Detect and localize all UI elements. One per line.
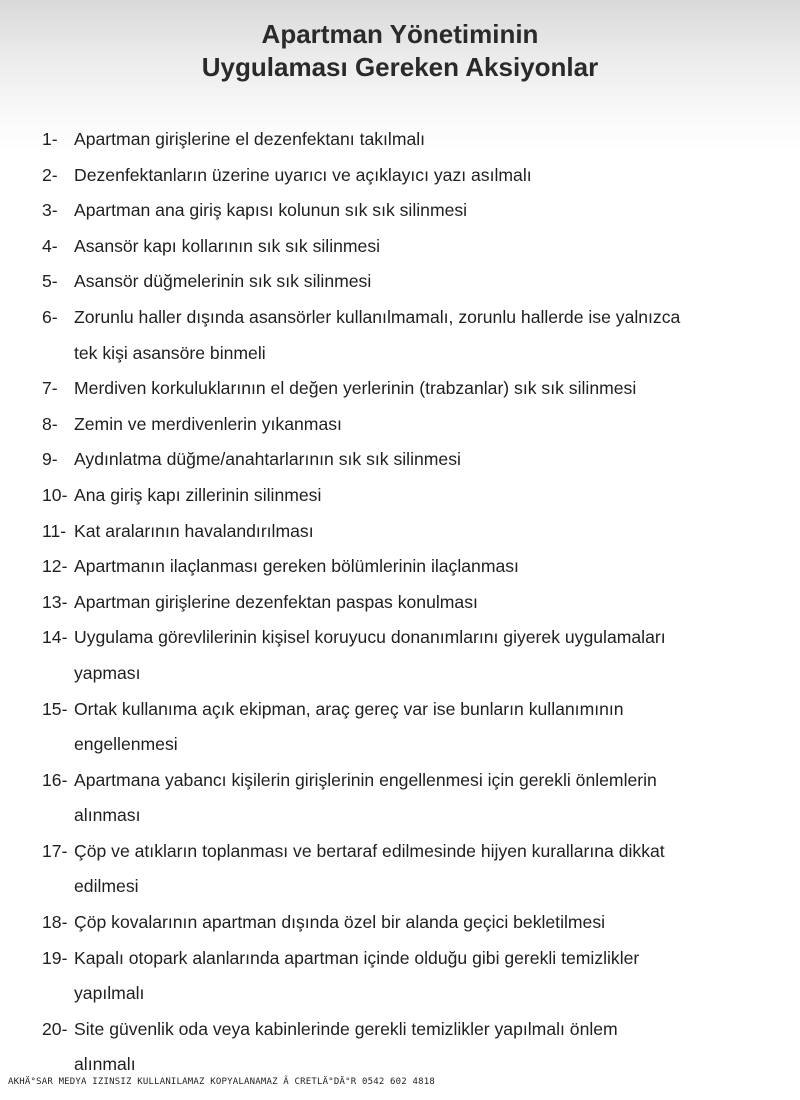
list-item — [42, 193, 792, 229]
list-item-text — [74, 478, 792, 514]
list-item-text-line: tek kişi asansöre binmeli — [74, 342, 266, 363]
list-item — [42, 158, 792, 194]
list-item — [42, 1012, 792, 1083]
list-item-text-line: alınmalı — [74, 1054, 136, 1075]
list-item-text-line: Apartman ana giriş kapısı kolunun sık sık silinmesi — [74, 200, 468, 221]
list-item-number: 5- — [42, 271, 58, 292]
list-item-text-line: engellenmesi — [74, 734, 178, 755]
list-item-text — [74, 692, 792, 763]
list-item-text — [74, 585, 792, 621]
list-item-text-line: Apartmanın ilaçlanması gereken bölümlerinin ilaçlanması — [74, 556, 519, 577]
list-item-text-line: Ana giriş kapı zillerinin silinmesi — [74, 484, 322, 505]
list-item-text — [74, 158, 792, 194]
list-item-text — [74, 193, 792, 229]
list-item-number: 16- — [42, 769, 68, 790]
list-item — [42, 514, 792, 550]
list-item-text — [74, 834, 792, 905]
list-item-number: 8- — [42, 413, 58, 434]
list-item-text — [74, 514, 792, 550]
list-item — [42, 229, 792, 265]
list-item-text-line: Zemin ve merdivenlerin yıkanması — [74, 413, 342, 434]
list-item-number: 20- — [42, 1018, 68, 1039]
list-item — [42, 264, 792, 300]
list-item-text-line: Çöp kovalarının apartman dışında özel bir alanda geçici bekletilmesi — [74, 912, 606, 933]
list-item-text — [74, 371, 792, 407]
list-item-number: 15- — [42, 698, 68, 719]
list-item-number: 13- — [42, 591, 68, 612]
list-item-text-line: Apartmana yabancı kişilerin girişlerinin engellenmesi için gerekli önlemlerin — [74, 769, 657, 790]
list-item-number: 2- — [42, 164, 58, 185]
list-item-text — [74, 442, 792, 478]
list-item-number: 18- — [42, 912, 68, 933]
list-item-text-line: Apartman girişlerine dezenfektan paspas konulması — [74, 591, 478, 612]
list-item — [42, 122, 792, 158]
list-item-text — [74, 229, 792, 265]
list-item-text — [74, 549, 792, 585]
list-item — [42, 620, 792, 691]
list-item-text-line: yapması — [74, 662, 141, 683]
list-item-text-line: Ortak kullanıma açık ekipman, araç gereç var ise bunların kullanımının — [74, 698, 624, 719]
list-item-text — [74, 620, 792, 691]
list-item-number: 10- — [42, 484, 68, 505]
list-item-text-line: Çöp ve atıkların toplanması ve bertaraf edilmesinde hijyen kurallarına dikkat — [74, 840, 665, 861]
list-item-text-line: Asansör düğmelerinin sık sık silinmesi — [74, 271, 372, 292]
list-item-text-line: Uygulama görevlilerinin kişisel koruyucu donanımlarını giyerek uygulamaları — [74, 627, 666, 648]
list-item-text-line: Kapalı otopark alanlarında apartman içinde olduğu gibi gerekli temizlikler — [74, 947, 640, 968]
list-item-text-line: Aydınlatma düğme/anahtarlarının sık sık silinmesi — [74, 449, 461, 470]
list-item-text-line: Dezenfektanların üzerine uyarıcı ve açıklayıcı yazı asılmalı — [74, 164, 532, 185]
list-item-number: 19- — [42, 947, 68, 968]
list-item-text-line: Apartman girişlerine el dezenfektanı takılmalı — [74, 129, 426, 149]
title-line-2: Uygulaması Gereken Aksiyonlar — [201, 52, 599, 82]
list-item-number: 9- — [42, 449, 58, 470]
list-item-number: 17- — [42, 840, 68, 861]
list-item — [42, 549, 792, 585]
list-item-text — [74, 264, 792, 300]
list-item-number: 6- — [42, 306, 58, 327]
document-title — [0, 18, 800, 84]
list-item-text-line: Zorunlu haller dışında asansörler kullanılmamalı, zorunlu hallerde ise yalnızca — [74, 306, 681, 327]
list-item-text — [74, 1012, 792, 1083]
list-item — [42, 941, 792, 1012]
list-item — [42, 407, 792, 443]
list-item-number: 12- — [42, 556, 68, 577]
list-item-text — [74, 941, 792, 1012]
list-item-text-line: Merdiven korkuluklarının el değen yerlerinin (trabzanlar) sık sık silinmesi — [74, 378, 637, 399]
list-item-number: 1- — [42, 129, 58, 149]
list-item — [42, 442, 792, 478]
list-item-number: 7- — [42, 378, 58, 399]
list-item-number: 3- — [42, 200, 58, 221]
list-item — [42, 763, 792, 834]
list-item — [42, 692, 792, 763]
list-item-text-line: edilmesi — [74, 876, 139, 897]
list-item-text — [74, 122, 792, 158]
list-item — [42, 905, 792, 941]
list-item — [42, 585, 792, 621]
list-item-number: 14- — [42, 627, 68, 648]
list-item — [42, 478, 792, 514]
list-item-text-line: Site güvenlik oda veya kabinlerinde gerekli temizlikler yapılmalı önlem — [74, 1018, 618, 1039]
title-line-1: Apartman Yönetiminin — [261, 19, 539, 49]
list-item-text-line: yapılmalı — [74, 983, 145, 1004]
action-list — [42, 122, 792, 1083]
list-item — [42, 371, 792, 407]
watermark-text: AKHÄ°SAR MEDYA IZINSIZ KULLANILAMAZ KOPYALANAMAZ Ã CRETLÄ°DÄ°R 0542 602 4818 — [8, 1077, 436, 1087]
list-item-text-line: alınması — [74, 805, 141, 826]
list-item — [42, 300, 792, 371]
list-item-text — [74, 300, 792, 371]
list-item-number: 11- — [42, 520, 67, 541]
list-item — [42, 834, 792, 905]
list-item-text — [74, 763, 792, 834]
list-item-text-line: Kat aralarının havalandırılması — [74, 520, 314, 541]
list-item-text-line: Asansör kapı kollarının sık sık silinmesi — [74, 235, 381, 256]
list-item-text — [74, 407, 792, 443]
list-item-text — [74, 905, 792, 941]
list-item-number: 4- — [42, 235, 58, 256]
